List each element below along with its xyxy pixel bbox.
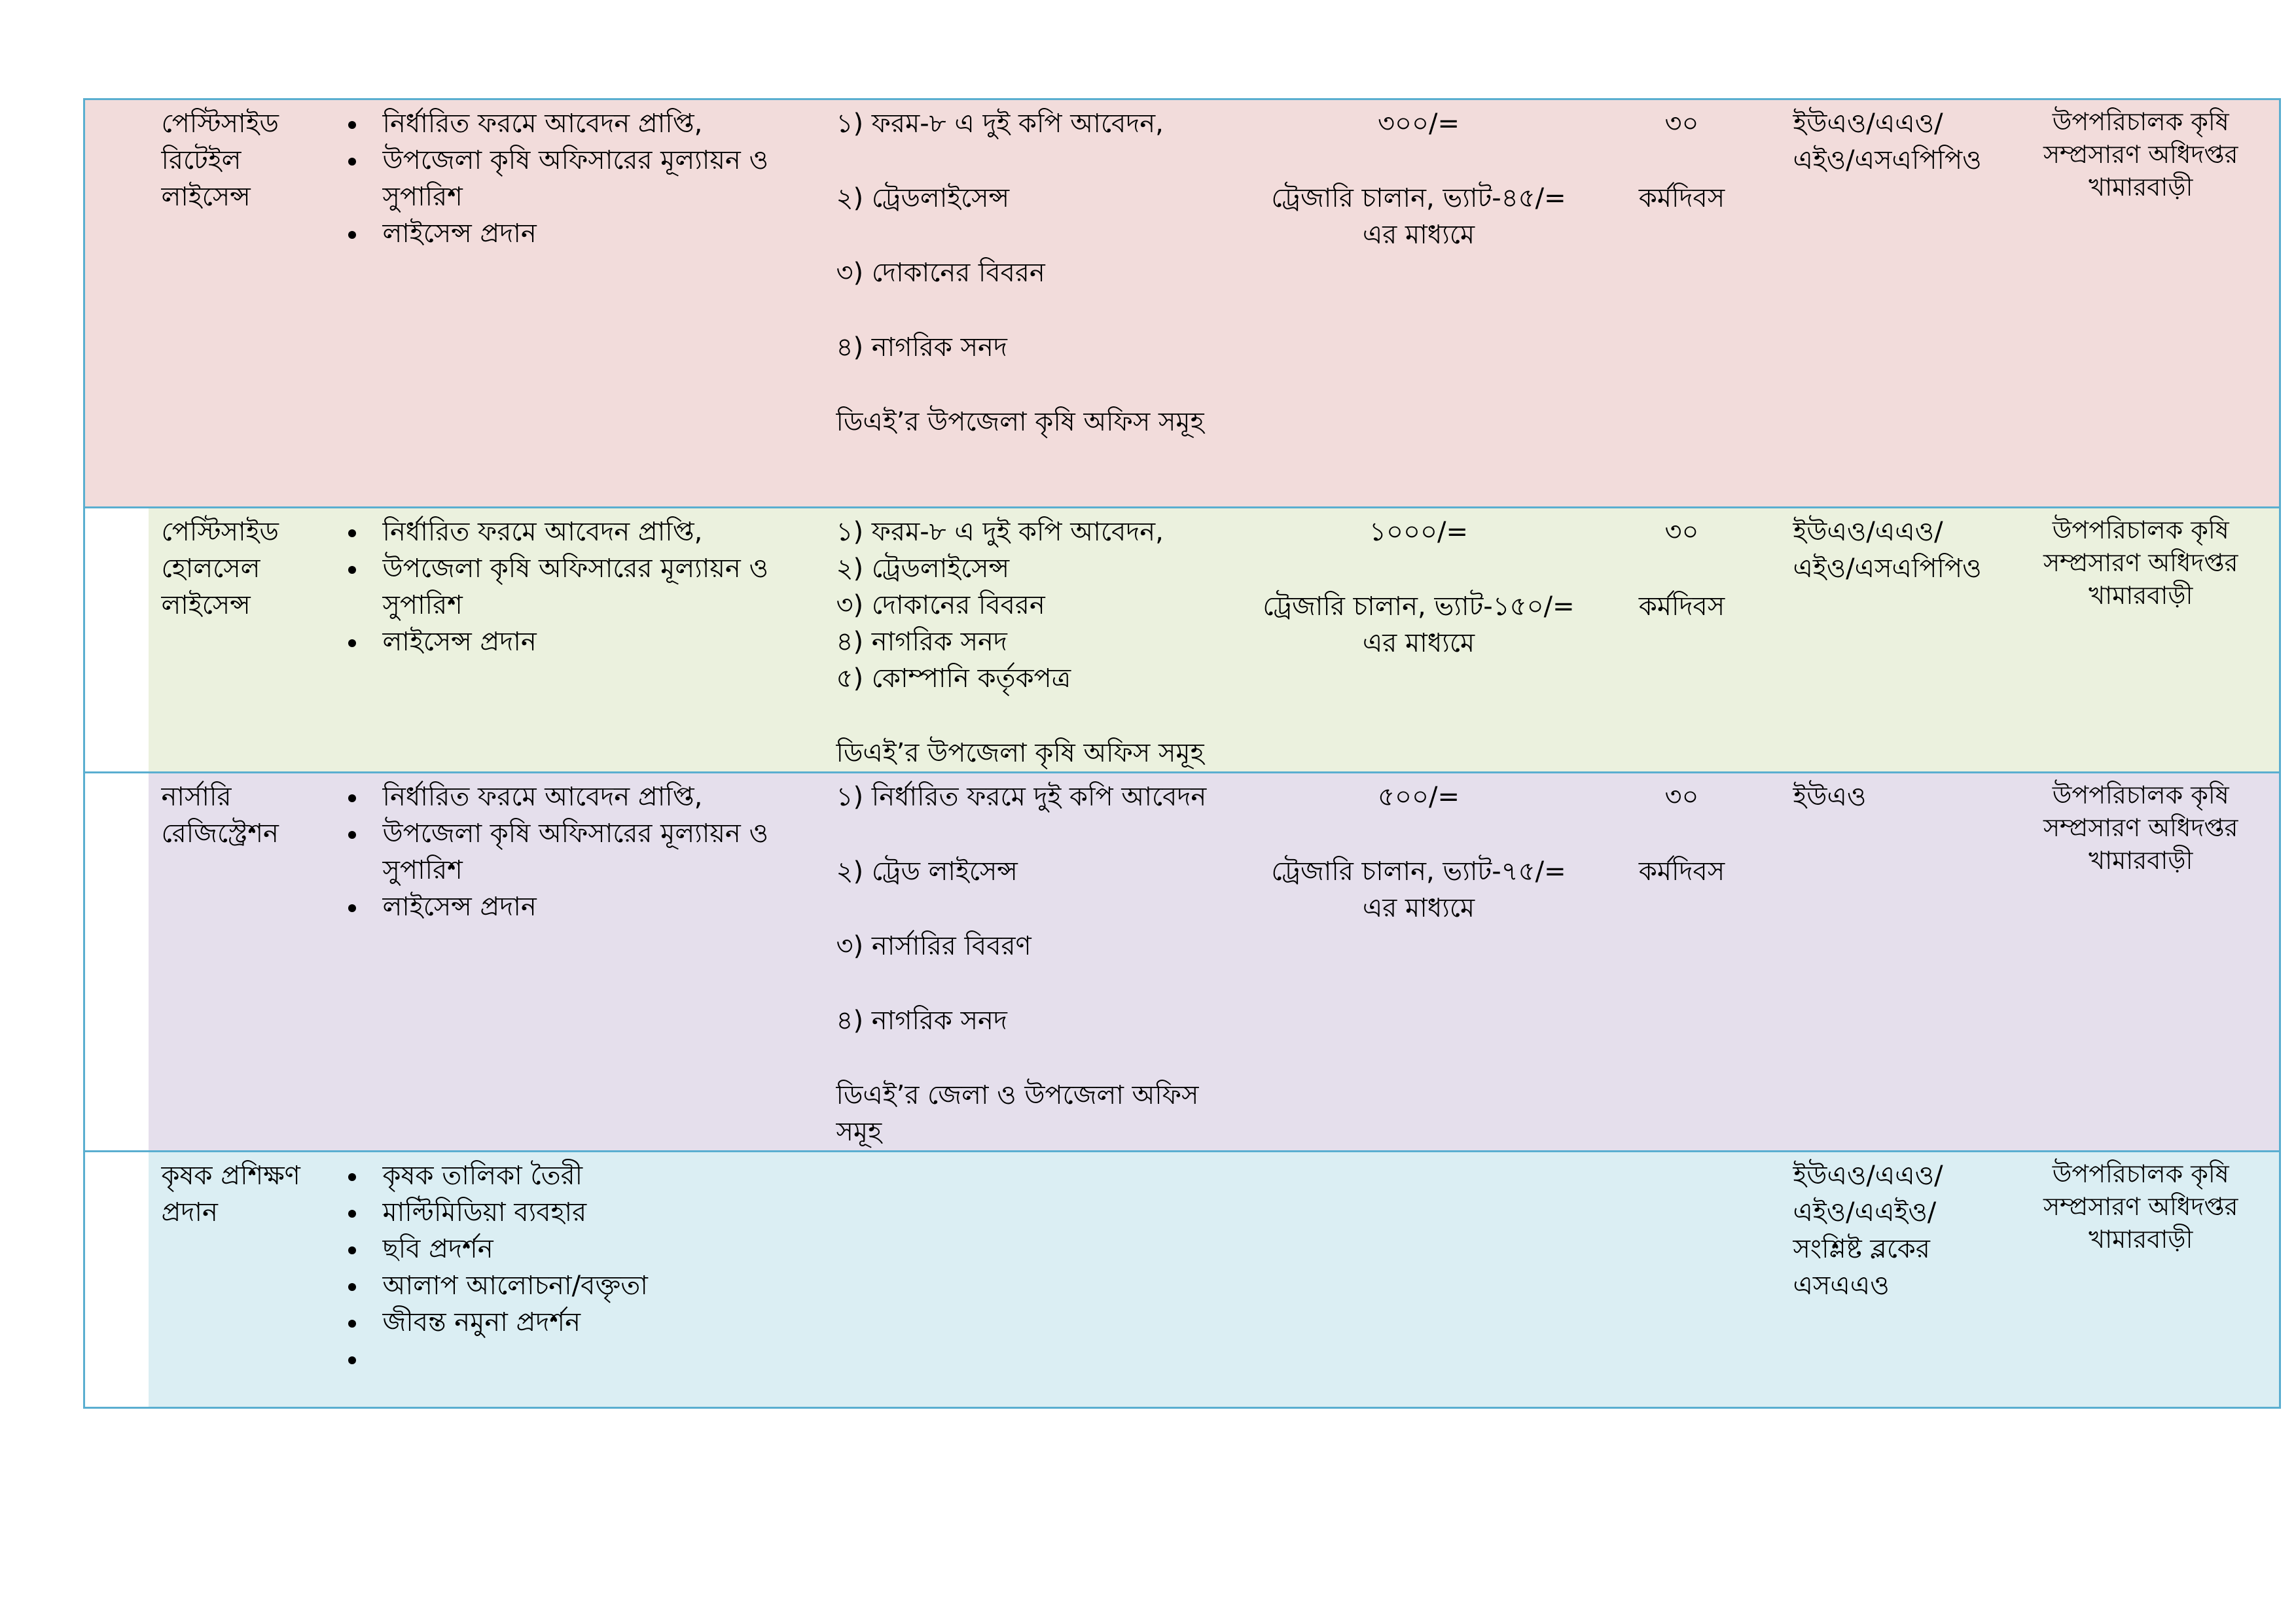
service-name-cell bbox=[149, 773, 314, 1152]
fee-cell bbox=[1254, 99, 1584, 508]
service-name: পেস্টিসাইড হোলসেল লাইসেন্স bbox=[161, 517, 279, 620]
process-steps-cell bbox=[314, 1152, 820, 1408]
document-item: ডিএই’র উপজেলা কৃষি অফিস সমূহ bbox=[836, 407, 1204, 437]
document-item: ১) ফরম-৮ এ দুই কপি আবেদন, bbox=[836, 109, 1164, 139]
service-name: পেস্টিসাইড রিটেইল লাইসেন্স bbox=[161, 109, 279, 212]
process-step bbox=[314, 1341, 820, 1377]
citizen-charter-table bbox=[83, 98, 2281, 1409]
responsible-officer: ইউএও/এএও/এইও/এসএপিপিও bbox=[1793, 109, 1982, 175]
table-body bbox=[84, 99, 2280, 1408]
fee-payment-method: ট্রেজারি চালান, ভ্যাট-১৫০/= এর মাধ্যমে bbox=[1263, 591, 1575, 658]
documents-cell bbox=[820, 508, 1254, 773]
process-steps-list bbox=[314, 773, 820, 925]
process-step: ছবি প্রদর্শন bbox=[314, 1231, 820, 1267]
document-item: ৩) দোকানের বিবরন bbox=[836, 590, 1045, 620]
process-step: জীবন্ত নমুনা প্রদর্শন bbox=[314, 1304, 820, 1341]
appeal-authority: উপপরিচালক কৃষি সম্প্রসারণ অধিদপ্তর খামারবাড়ী bbox=[2043, 781, 2238, 875]
service-name: কৃষক প্রশিক্ষণ প্রদান bbox=[161, 1161, 300, 1227]
process-step: লাইসেন্স প্রদান bbox=[314, 889, 820, 925]
duration-unit: কর্মদিবস bbox=[1638, 591, 1725, 622]
documents-cell bbox=[820, 773, 1254, 1152]
required-documents bbox=[820, 1152, 1254, 1157]
document-item: ৫) কোম্পানি কর্তৃকপত্র bbox=[836, 663, 1071, 694]
service-name: নার্সারি রেজিস্ট্রেশন bbox=[161, 782, 279, 849]
document-item: ২) ট্রেডলাইসেন্স bbox=[836, 183, 1010, 213]
responsible-officer: ইউএও/এএও/এইও/এসএপিপিও bbox=[1793, 517, 1982, 584]
document-item: ২) ট্রেড লাইসেন্স bbox=[836, 856, 1018, 887]
process-step: উপজেলা কৃষি অফিসারের মূল্যায়ন ও সুপারিশ bbox=[314, 142, 820, 215]
document-item: ডিএই’র জেলা ও উপজেলা অফিস সমূহ bbox=[836, 1080, 1199, 1147]
duration-cell bbox=[1584, 773, 1780, 1152]
process-steps-list bbox=[314, 1152, 820, 1377]
documents-cell bbox=[820, 99, 1254, 508]
process-step: আলাপ আলোচনা/বক্তৃতা bbox=[314, 1267, 820, 1304]
process-step: নির্ধারিত ফরমে আবেদন প্রাপ্তি, bbox=[314, 514, 820, 550]
fee-cell bbox=[1254, 1152, 1584, 1408]
process-steps-list bbox=[314, 100, 820, 252]
appeal-authority-cell bbox=[2003, 508, 2280, 773]
duration-unit: কর্মদিবস bbox=[1638, 856, 1725, 887]
document-item: ৪) নাগরিক সনদ bbox=[836, 627, 1007, 657]
fee-amount: ১০০০/= bbox=[1369, 517, 1468, 547]
required-documents bbox=[820, 100, 1254, 440]
serial-cell bbox=[84, 1152, 149, 1408]
document-item: ৩) দোকানের বিবরন bbox=[836, 258, 1045, 288]
document-item: ৪) নাগরিক সনদ bbox=[836, 332, 1007, 362]
process-steps-cell bbox=[314, 773, 820, 1152]
process-step: উপজেলা কৃষি অফিসারের মূল্যায়ন ও সুপারিশ bbox=[314, 550, 820, 624]
process-step: লাইসেন্স প্রদান bbox=[314, 624, 820, 660]
duration-cell bbox=[1584, 508, 1780, 773]
document-item: ১) নির্ধারিত ফরমে দুই কপি আবেদন bbox=[836, 782, 1207, 812]
responsible-officer-cell bbox=[1780, 1152, 2003, 1408]
fee-cell bbox=[1254, 508, 1584, 773]
process-step: মাল্টিমিডিয়া ব্যবহার bbox=[314, 1194, 820, 1231]
appeal-authority-cell bbox=[2003, 99, 2280, 508]
fee-payment-method: ট্রেজারি চালান, ভ্যাট-৭৫/= এর মাধ্যমে bbox=[1271, 856, 1566, 923]
service-name-cell bbox=[149, 99, 314, 508]
responsible-officer: ইউএও/এএও/এইও/এএইও/ সংশ্লিষ্ট ব্লকের এসএএও bbox=[1793, 1161, 1943, 1301]
duration-value: ৩০ bbox=[1664, 109, 1699, 139]
duration-cell bbox=[1584, 99, 1780, 508]
duration-value: ৩০ bbox=[1664, 782, 1699, 812]
fee-amount bbox=[1254, 1152, 1584, 1157]
process-step: নির্ধারিত ফরমে আবেদন প্রাপ্তি, bbox=[314, 105, 820, 142]
document-item: ২) ট্রেডলাইসেন্স bbox=[836, 554, 1010, 584]
table-row bbox=[84, 773, 2280, 1152]
fee-amount: ৫০০/= bbox=[1378, 782, 1460, 812]
responsible-officer-cell bbox=[1780, 99, 2003, 508]
process-steps-cell bbox=[314, 99, 820, 508]
appeal-authority: উপপরিচালক কৃষি সম্প্রসারণ অধিদপ্তর খামারবাড়ী bbox=[2043, 107, 2238, 202]
documents-cell bbox=[820, 1152, 1254, 1408]
process-steps-cell bbox=[314, 508, 820, 773]
process-step: কৃষক তালিকা তৈরী bbox=[314, 1157, 820, 1194]
duration-cell bbox=[1584, 1152, 1780, 1408]
responsible-officer-cell bbox=[1780, 773, 2003, 1152]
serial-cell bbox=[84, 99, 149, 508]
appeal-authority-cell bbox=[2003, 1152, 2280, 1408]
service-name-cell bbox=[149, 1152, 314, 1408]
table-row bbox=[84, 508, 2280, 773]
document-item: ডিএই’র উপজেলা কৃষি অফিস সমূহ bbox=[836, 738, 1204, 768]
duration-value: ৩০ bbox=[1664, 517, 1699, 547]
responsible-officer: ইউএও bbox=[1793, 782, 1867, 812]
serial-cell bbox=[84, 508, 149, 773]
document-item: ৪) নাগরিক সনদ bbox=[836, 1006, 1007, 1036]
appeal-authority: উপপরিচালক কৃষি সম্প্রসারণ অধিদপ্তর খামারবাড়ী bbox=[2043, 1159, 2238, 1254]
required-documents bbox=[820, 773, 1254, 1150]
service-name-cell bbox=[149, 508, 314, 773]
responsible-officer-cell bbox=[1780, 508, 2003, 773]
fee-payment-method: ট্রেজারি চালান, ভ্যাট-৪৫/= এর মাধ্যমে bbox=[1271, 183, 1566, 250]
fee-cell bbox=[1254, 773, 1584, 1152]
table-row bbox=[84, 99, 2280, 508]
serial-cell bbox=[84, 773, 149, 1152]
process-step: নির্ধারিত ফরমে আবেদন প্রাপ্তি, bbox=[314, 779, 820, 815]
required-documents bbox=[820, 508, 1254, 771]
document-item: ৩) নার্সারির বিবরণ bbox=[836, 931, 1031, 961]
appeal-authority-cell bbox=[2003, 773, 2280, 1152]
process-steps-list bbox=[314, 508, 820, 660]
process-step: লাইসেন্স প্রদান bbox=[314, 215, 820, 252]
table-row bbox=[84, 1152, 2280, 1408]
fee-amount: ৩০০/= bbox=[1377, 109, 1460, 139]
duration-value bbox=[1584, 1152, 1780, 1157]
duration-unit: কর্মদিবস bbox=[1638, 183, 1725, 213]
appeal-authority: উপপরিচালক কৃষি সম্প্রসারণ অধিদপ্তর খামারবাড়ী bbox=[2043, 516, 2238, 610]
document-item: ১) ফরম-৮ এ দুই কপি আবেদন, bbox=[836, 517, 1164, 547]
process-step: উপজেলা কৃষি অফিসারের মূল্যায়ন ও সুপারিশ bbox=[314, 815, 820, 889]
